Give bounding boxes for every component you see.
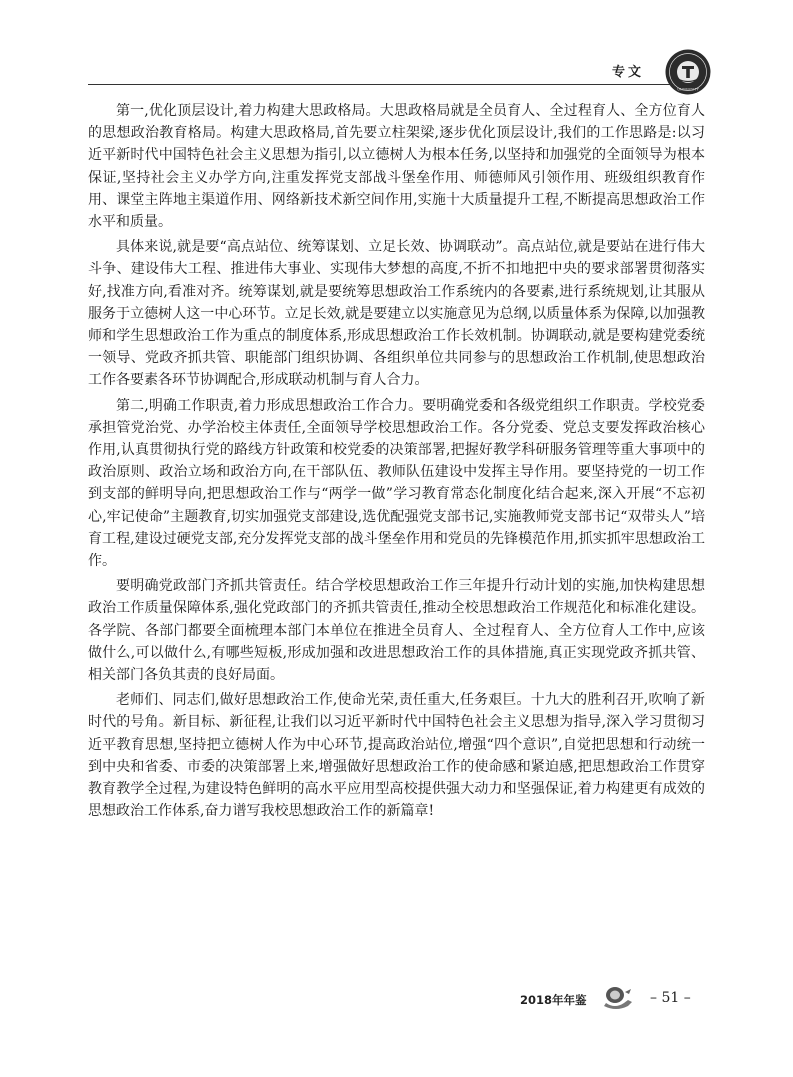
section-label: 专文: [612, 65, 645, 80]
yearbook-title: 2018年年鉴: [520, 993, 587, 1007]
page-footer: [520, 990, 720, 1014]
paragraph: 要明确党政部门齐抓共管责任。结合学校思想政治工作三年提升行动计划的实施,加快构建思想政治工作质量保障体系,强化党政部门的齐抓共管责任,推动全校思想政治工作规范化和标准化建设。各学院、各部门都要全面梳理本部门本单位在推进全员育人、全过程育人、全方位育人工作中,应该做什么,可以做什么,有哪些短板,形成加强和改进思想政治工作的具体措施,真正实现党政齐抓共管、相关部门各负其责的良好局面。: [88, 578, 705, 684]
yearbook-emblem-icon: [602, 984, 634, 1010]
paragraph: 具体来说,就是要“高点站位、统筹谋划、立足长效、协调联动”。高点站位,就是要站在进行伟大斗争、建设伟大工程、推进伟大事业、实现伟大梦想的高度,不折不扣地把中央的要求部署贯彻落实好,找准方向,看准对齐。统筹谋划,就是要统筹思想政治工作系统内的各要素,进行系统规划,让其服从服务于立德树人这一中心环节。立足长效,就是要建立以实施意见为总纲,以质量体系为保障,以加强教师和学生思想政治工作为重点的制度体系,形成思想政治工作长效机制。协调联动,就是要构建党委统一领导、党政齐抓共管、职能部门组织协调、各组织单位共同参与的思想政治工作机制,使思想政治工作各要素各环节协调配合,形成联动机制与育人合力。: [88, 239, 705, 389]
seal-caption: UNIVERSITY: [677, 87, 699, 92]
header-divider: [88, 84, 702, 85]
paragraph: 老师们、同志们,做好思想政治工作,使命光荣,责任重大,任务艰巨。十九大的胜利召开,吹响了新时代的号角。新目标、新征程,让我们以习近平新时代中国特色社会主义思想为指导,深入学习贯彻习近平教育思想,坚持把立德树人作为中心环节,提高政治站位,增强“四个意识”,自觉把思想和行动统一到中央和省委、市委的决策部署上来,增强做好思想政治工作的使命感和紧迫感,把思想政治工作贯穿教育教学全过程,为建设特色鲜明的高水平应用型高校提供强大动力和坚强保证,着力构建更有成效的思想政治工作体系,奋力谱写我校思想政治工作的新篇章!: [88, 692, 705, 820]
paragraph: 第一,优化顶层设计,着力构建大思政格局。大思政格局就是全员育人、全过程育人、全方位育人的思想政治教育格局。构建大思政格局,首先要立柱架梁,逐步优化顶层设计,我们的工作思路是:以习近平新时代中国特色社会主义思想为指引,以立德树人为根本任务,以坚持和加强党的全面领导为根本保证,坚持社会主义办学方向,注重发挥党支部战斗堡垒作用、师德师风引领作用、班级组织教育作用、课堂主阵地主渠道作用、网络新技术新空间作用,实施十大质量提升工程,不断提高思想政治工作水平和质量。: [88, 103, 705, 231]
page-number: – 51 –: [650, 990, 691, 1006]
paragraph: 第二,明确工作职责,着力形成思想政治工作合力。要明确党委和各级党组织工作职责。学校党委承担管党治党、办学治校主体责任,全面领导学校思想政治工作。各分党委、党总支要发挥政治核心作用,认真贯彻执行党的路线方针政策和校党委的决策部署,把握好教学科研服务管理等重大事项中的政治原则、政治立场和政治方向,在干部队伍、教师队伍建设中发挥主导作用。要坚持党的一切工作到支部的鲜明导向,把思想政治工作与“两学一做”学习教育常态化制度化结合起来,深入开展“不忘初心,牢记使命”主题教育,切实加强党支部建设,选优配强党支部书记,实施教师党支部书记“双带头人”培育工程,建设过硬党支部,充分发挥党支部的战斗堡垒作用和党员的先锋模范作用,抓实抓牢思想政治工作。: [88, 397, 705, 570]
article-body: [88, 100, 705, 823]
university-seal-logo: [664, 48, 712, 96]
